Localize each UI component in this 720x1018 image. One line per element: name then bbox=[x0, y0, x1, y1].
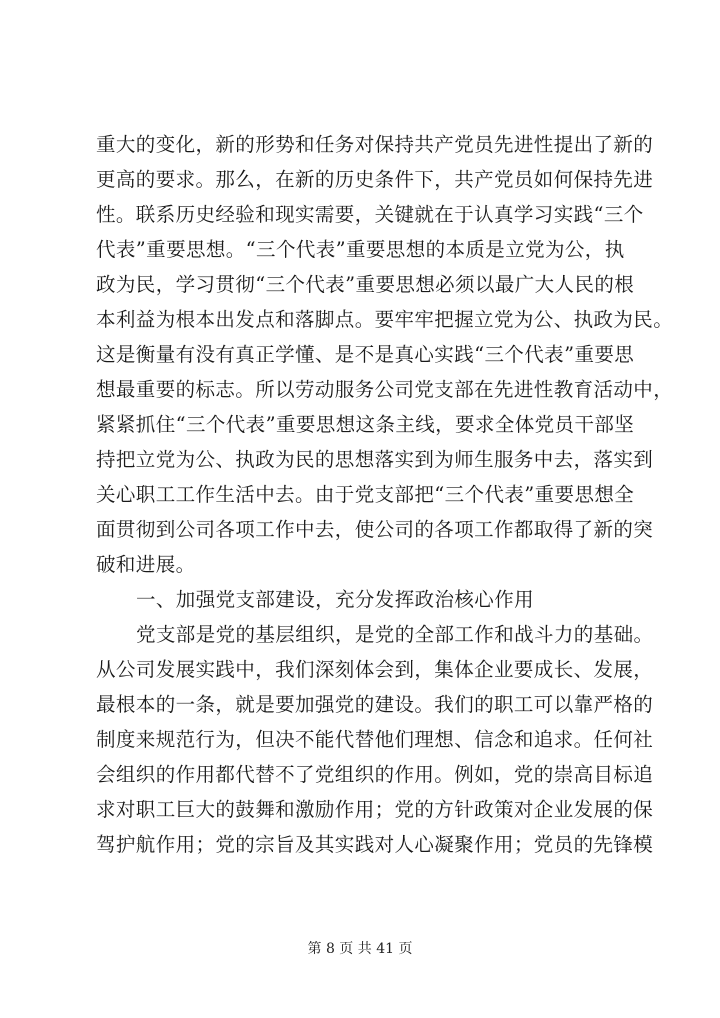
text-line: 这是衡量有没有真正学懂、是不是真心实践“三个代表”重要思 bbox=[96, 343, 635, 366]
text-line: 紧紧抓住“三个代表”重要思想这条主线，要求全体党员干部坚 bbox=[96, 413, 635, 436]
text-line: 本利益为根本出发点和落脚点。要牢牢把握立党为公、执政为民。 bbox=[96, 308, 674, 331]
text-line: 从公司发展实践中，我们深刻体会到，集体企业要成长、发展， bbox=[96, 658, 654, 681]
text-line: 性。联系历史经验和现实需要，关键就在于认真学习实践“三个 bbox=[96, 203, 644, 226]
text-line: 破和进展。 bbox=[96, 553, 196, 576]
text-line: 面贯彻到公司各项工作中去，使公司的各项工作都取得了新的突 bbox=[96, 518, 654, 541]
text-line: 驾护航作用；党的宗旨及其实践对人心凝聚作用；党员的先锋模 bbox=[96, 833, 654, 856]
text-line: 关心职工工作生活中去。由于党支部把“三个代表”重要思想全 bbox=[96, 483, 635, 506]
text-line: 持把立党为公、执政为民的思想落实到为师生服务中去，落实到 bbox=[96, 448, 654, 471]
text-line: 重大的变化，新的形势和任务对保持共产党员先进性提出了新的 bbox=[96, 133, 654, 156]
text-line: 最根本的一条，就是要加强党的建设。我们的职工可以靠严格的 bbox=[96, 693, 654, 716]
text-line: 更高的要求。那么，在新的历史条件下，共产党员如何保持先进 bbox=[96, 168, 654, 191]
text-line: 代表”重要思想。“三个代表”重要思想的本质是立党为公，执 bbox=[96, 238, 625, 261]
page-number: 第 8 页 共 41 页 bbox=[307, 941, 413, 957]
text-line: 制度来规范行为，但决不能代替他们理想、信念和追求。任何社 bbox=[96, 728, 654, 751]
text-line: 党支部是党的基层组织，是党的全部工作和战斗力的基础。 bbox=[136, 623, 654, 646]
text-line: 政为民，学习贯彻“三个代表”重要思想必须以最广大人民的根 bbox=[96, 273, 635, 296]
text-line: 想最重要的标志。所以劳动服务公司党支部在先进性教育活动中， bbox=[96, 378, 674, 401]
text-line: 会组织的作用都代替不了党组织的作用。例如，党的崇高目标追 bbox=[96, 763, 654, 786]
text-line: 求对职工巨大的鼓舞和激励作用；党的方针政策对企业发展的保 bbox=[96, 798, 654, 821]
section-heading: 一、加强党支部建设，充分发挥政治核心作用 bbox=[136, 588, 535, 611]
